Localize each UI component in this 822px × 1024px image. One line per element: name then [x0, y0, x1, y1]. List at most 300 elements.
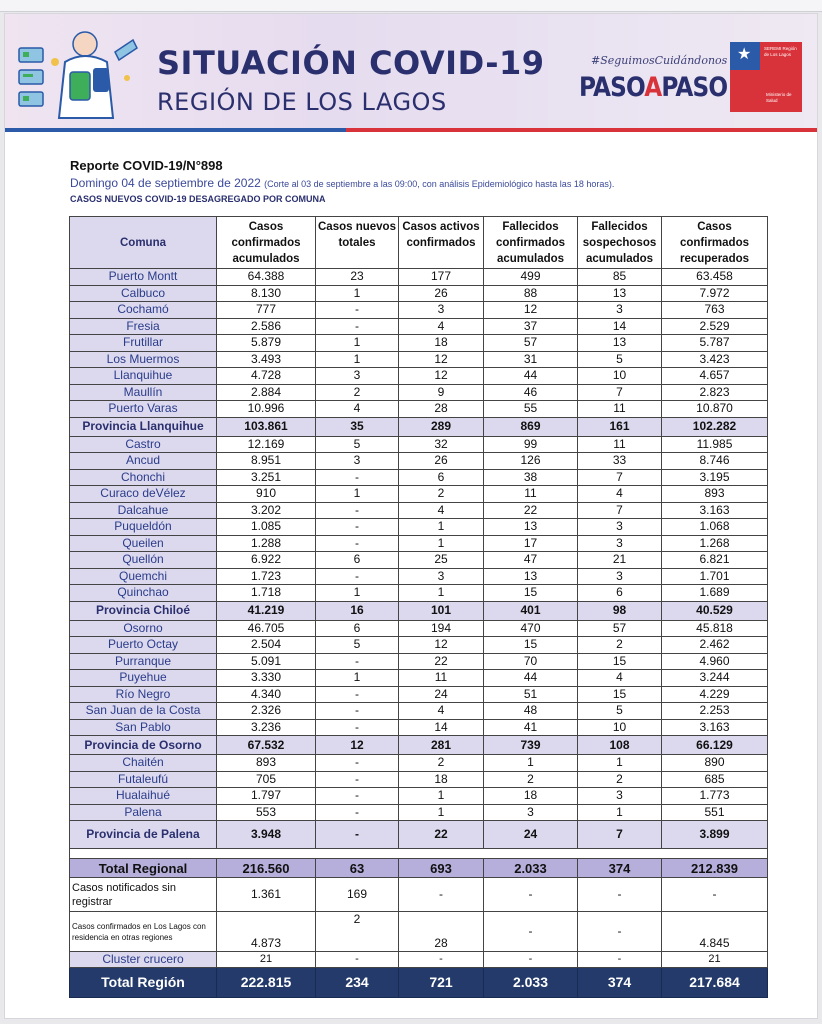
- table-cell: 70: [484, 653, 578, 670]
- table-cell: 7: [578, 384, 662, 401]
- table-cell: 374: [578, 859, 662, 878]
- table-cell: 5.091: [217, 653, 316, 670]
- table-cell: 1.361: [217, 878, 316, 912]
- table-cell: 1: [578, 804, 662, 821]
- table-cell: 51: [484, 686, 578, 703]
- table-cell: 1: [578, 755, 662, 772]
- row-label: Puqueldón: [70, 519, 217, 536]
- column-header: Casos confirmados recuperados: [662, 217, 768, 269]
- table-cell: 4.728: [217, 368, 316, 385]
- table-cell: 18: [484, 788, 578, 805]
- table-cell: -: [578, 878, 662, 912]
- table-cell: 3.423: [662, 351, 768, 368]
- table-cell: 3.195: [662, 469, 768, 486]
- table-cell: 3.236: [217, 719, 316, 736]
- table-cell: 64.388: [217, 269, 316, 286]
- table-row: [70, 351, 768, 368]
- table-cell: 1: [399, 585, 484, 602]
- table-cell: -: [484, 952, 578, 968]
- table-cell: 8.951: [217, 453, 316, 470]
- table-cell: 5.787: [662, 335, 768, 352]
- table-cell: 1.718: [217, 585, 316, 602]
- table-cell: 31: [484, 351, 578, 368]
- row-label: Maullín: [70, 384, 217, 401]
- table-cell: 470: [484, 620, 578, 637]
- table-cell: 6: [316, 620, 399, 637]
- table-cell: 4: [399, 318, 484, 335]
- row-label: Castro: [70, 436, 217, 453]
- table-cell: 37: [484, 318, 578, 335]
- row-label: Frutillar: [70, 335, 217, 352]
- table-cell: 3: [316, 453, 399, 470]
- table-cell: 2.529: [662, 318, 768, 335]
- table-cell: -: [316, 302, 399, 319]
- table-cell: 12: [399, 351, 484, 368]
- table-cell: 1.085: [217, 519, 316, 536]
- table-cell: 869: [484, 417, 578, 436]
- row-label: Provincia Chiloé: [70, 601, 217, 620]
- table-cell: 57: [578, 620, 662, 637]
- row-label: Quemchi: [70, 568, 217, 585]
- row-label: Llanquihue: [70, 368, 217, 385]
- table-cell: -: [578, 952, 662, 968]
- report-cut-note: (Corte al 03 de septiembre a las 09:00, con análisis Epidemiológico hasta las 18 horas).: [264, 179, 615, 189]
- table-cell: -: [662, 878, 768, 912]
- table-row: [70, 401, 768, 418]
- table-cell: 1: [316, 285, 399, 302]
- row-label: Total Región: [70, 968, 217, 998]
- table-cell: 22: [399, 653, 484, 670]
- table-cell: 194: [399, 620, 484, 637]
- table-header-row: [70, 217, 768, 269]
- table-body: [70, 269, 768, 998]
- table-cell: 3: [484, 804, 578, 821]
- table-cell: 4.845: [662, 912, 768, 952]
- table-cell: 103.861: [217, 417, 316, 436]
- table-cell: 4: [399, 703, 484, 720]
- table-cell: 1: [316, 486, 399, 503]
- table-cell: 4.340: [217, 686, 316, 703]
- row-label: Provincia de Palena: [70, 821, 217, 849]
- table-cell: 2.586: [217, 318, 316, 335]
- spacer-row: [70, 849, 768, 859]
- table-cell: 102.282: [662, 417, 768, 436]
- table-cell: 6.922: [217, 552, 316, 569]
- banner-stripe: [5, 128, 817, 132]
- table-cell: 26: [399, 453, 484, 470]
- row-label: Chonchi: [70, 469, 217, 486]
- table-cell: 374: [578, 968, 662, 998]
- table-row: [70, 703, 768, 720]
- table-cell: 13: [484, 568, 578, 585]
- star-icon: ★: [737, 46, 752, 63]
- column-header: Fallecidos confirmados acumulados: [484, 217, 578, 269]
- table-cell: 12: [316, 736, 399, 755]
- table-cell: 47: [484, 552, 578, 569]
- row-label: Dalcahue: [70, 502, 217, 519]
- table-cell: 5.879: [217, 335, 316, 352]
- row-label: Casos confirmados en Los Lagos con residencia en otras regiones: [70, 912, 217, 952]
- table-cell: -: [316, 568, 399, 585]
- table-cell: 2: [399, 486, 484, 503]
- table-cell: 38: [484, 469, 578, 486]
- province-total-row: [70, 736, 768, 755]
- table-cell: 21: [662, 952, 768, 968]
- health-worker-illustration: [15, 22, 145, 122]
- report-page: [4, 13, 818, 1019]
- column-header: Casos confirmados acumulados: [217, 217, 316, 269]
- table-cell: 161: [578, 417, 662, 436]
- table-row: [70, 788, 768, 805]
- row-label: Fresia: [70, 318, 217, 335]
- table-row: [70, 755, 768, 772]
- table-cell: 10: [578, 719, 662, 736]
- table-cell: 685: [662, 771, 768, 788]
- row-label: Provincia Llanquihue: [70, 417, 217, 436]
- table-cell: -: [316, 502, 399, 519]
- column-header: Casos nuevos totales: [316, 217, 399, 269]
- table-cell: 3.202: [217, 502, 316, 519]
- table-cell: 13: [578, 335, 662, 352]
- table-cell: 893: [217, 755, 316, 772]
- table-row: [70, 502, 768, 519]
- table-cell: 85: [578, 269, 662, 286]
- table-cell: -: [316, 804, 399, 821]
- table-row: [70, 670, 768, 687]
- table-row: [70, 637, 768, 654]
- table-cell: 3.899: [662, 821, 768, 849]
- table-cell: 7: [578, 821, 662, 849]
- table-cell: 6: [578, 585, 662, 602]
- table-cell: 1.288: [217, 535, 316, 552]
- column-header: Fallecidos sospechosos acumulados: [578, 217, 662, 269]
- row-label: Ancud: [70, 453, 217, 470]
- table-cell: 8.746: [662, 453, 768, 470]
- table-cell: 18: [399, 335, 484, 352]
- regional-total-row: [70, 859, 768, 878]
- table-cell: 7: [578, 502, 662, 519]
- banner-title: SITUACIÓN COVID-19: [157, 44, 545, 82]
- table-cell: 1.701: [662, 568, 768, 585]
- table-cell: 4.960: [662, 653, 768, 670]
- row-label: Osorno: [70, 620, 217, 637]
- table-row: [70, 653, 768, 670]
- table-cell: 15: [484, 637, 578, 654]
- table-cell: 2.033: [484, 859, 578, 878]
- row-label: Casos notificados sin registrar: [70, 878, 217, 912]
- table-cell: -: [484, 878, 578, 912]
- table-cell: 3: [578, 568, 662, 585]
- table-cell: 2: [578, 771, 662, 788]
- table-cell: 98: [578, 601, 662, 620]
- table-row: [70, 719, 768, 736]
- table-cell: 13: [484, 519, 578, 536]
- table-cell: 910: [217, 486, 316, 503]
- table-cell: 893: [662, 486, 768, 503]
- table-cell: 3: [399, 568, 484, 585]
- table-cell: 48: [484, 703, 578, 720]
- table-row: [70, 552, 768, 569]
- table-cell: 2: [399, 755, 484, 772]
- table-cell: -: [578, 912, 662, 952]
- table-cell: 553: [217, 804, 316, 821]
- table-cell: 41: [484, 719, 578, 736]
- table-row: [70, 384, 768, 401]
- table-cell: 3: [578, 302, 662, 319]
- table-cell: 4.229: [662, 686, 768, 703]
- table-row: [70, 620, 768, 637]
- table-cell: 9: [399, 384, 484, 401]
- table-row: [70, 285, 768, 302]
- table-cell: 4: [316, 401, 399, 418]
- table-cell: 14: [399, 719, 484, 736]
- table-cell: 777: [217, 302, 316, 319]
- table-cell: 1: [399, 519, 484, 536]
- table-cell: 721: [399, 968, 484, 998]
- table-row: [70, 568, 768, 585]
- table-cell: 499: [484, 269, 578, 286]
- table-cell: 5: [578, 351, 662, 368]
- table-cell: 44: [484, 368, 578, 385]
- table-cell: -: [316, 318, 399, 335]
- table-cell: 32: [399, 436, 484, 453]
- table-cell: 7: [578, 469, 662, 486]
- row-label: Provincia de Osorno: [70, 736, 217, 755]
- table-cell: 101: [399, 601, 484, 620]
- row-label: Los Muermos: [70, 351, 217, 368]
- table-cell: 5: [316, 637, 399, 654]
- table-cell: 10.996: [217, 401, 316, 418]
- table-cell: 217.684: [662, 968, 768, 998]
- table-cell: 24: [399, 686, 484, 703]
- table-cell: 3.493: [217, 351, 316, 368]
- table-cell: -: [316, 755, 399, 772]
- table-cell: 41.219: [217, 601, 316, 620]
- table-cell: 551: [662, 804, 768, 821]
- table-cell: 693: [399, 859, 484, 878]
- table-cell: 12: [399, 368, 484, 385]
- table-cell: -: [316, 686, 399, 703]
- table-cell: 2: [316, 384, 399, 401]
- table-cell: 11: [484, 486, 578, 503]
- table-cell: 4: [578, 486, 662, 503]
- table-cell: 126: [484, 453, 578, 470]
- table-row: [70, 771, 768, 788]
- table-cell: 281: [399, 736, 484, 755]
- table-cell: 35: [316, 417, 399, 436]
- column-header: Comuna: [70, 217, 217, 269]
- table-row: [70, 486, 768, 503]
- table-cell: 222.815: [217, 968, 316, 998]
- table-cell: 169: [316, 878, 399, 912]
- grand-total-row: [70, 968, 768, 998]
- table-cell: -: [316, 653, 399, 670]
- table-row: [70, 804, 768, 821]
- table-cell: 1.797: [217, 788, 316, 805]
- table-cell: 1.689: [662, 585, 768, 602]
- table-cell: 2.504: [217, 637, 316, 654]
- table-cell: 12.169: [217, 436, 316, 453]
- table-cell: 3: [399, 302, 484, 319]
- table-cell: 3.163: [662, 719, 768, 736]
- table-cell: 6: [399, 469, 484, 486]
- table-cell: 24: [484, 821, 578, 849]
- table-cell: 763: [662, 302, 768, 319]
- table-row: [70, 535, 768, 552]
- table-cell: 10.870: [662, 401, 768, 418]
- table-cell: 28: [399, 912, 484, 952]
- table-cell: 2: [484, 771, 578, 788]
- other-region-cases-row: [70, 912, 768, 952]
- table-cell: 401: [484, 601, 578, 620]
- header-banner: [5, 14, 817, 132]
- table-cell: 234: [316, 968, 399, 998]
- table-cell: 12: [399, 637, 484, 654]
- table-cell: 3.244: [662, 670, 768, 687]
- table-cell: 3.948: [217, 821, 316, 849]
- row-label: Puyehue: [70, 670, 217, 687]
- table-cell: 2.253: [662, 703, 768, 720]
- table-cell: 1: [484, 755, 578, 772]
- table-cell: 3: [316, 368, 399, 385]
- paso-a-paso-logo: PASOAPASO: [579, 72, 728, 103]
- table-cell: 6: [316, 552, 399, 569]
- table-cell: 22: [484, 502, 578, 519]
- row-label: Cluster crucero: [70, 952, 217, 968]
- province-total-row: [70, 601, 768, 620]
- banner-subtitle: REGIÓN DE LOS LAGOS: [157, 88, 447, 116]
- table-cell: 108: [578, 736, 662, 755]
- table-row: [70, 436, 768, 453]
- row-label: Calbuco: [70, 285, 217, 302]
- row-label: Quellón: [70, 552, 217, 569]
- table-cell: 45.818: [662, 620, 768, 637]
- table-cell: 10: [578, 368, 662, 385]
- table-cell: 2.823: [662, 384, 768, 401]
- table-cell: 14: [578, 318, 662, 335]
- table-cell: 21: [217, 952, 316, 968]
- report-section-title: CASOS NUEVOS COVID-19 DESAGREGADO POR COMUNA: [70, 194, 326, 204]
- table-cell: -: [399, 878, 484, 912]
- table-cell: -: [316, 719, 399, 736]
- table-cell: -: [399, 952, 484, 968]
- province-total-row: [70, 821, 768, 849]
- table-cell: 11: [578, 401, 662, 418]
- table-cell: 25: [399, 552, 484, 569]
- table-row: [70, 335, 768, 352]
- table-cell: 18: [399, 771, 484, 788]
- table-cell: 1.268: [662, 535, 768, 552]
- table-cell: 1: [316, 335, 399, 352]
- cluster-row: [70, 952, 768, 968]
- row-label: Futaleufú: [70, 771, 217, 788]
- table-row: [70, 453, 768, 470]
- table-row: [70, 318, 768, 335]
- table-row: [70, 519, 768, 536]
- table-row: [70, 469, 768, 486]
- browser-top-strip: [0, 0, 822, 12]
- table-cell: 4.657: [662, 368, 768, 385]
- table-cell: 63.458: [662, 269, 768, 286]
- table-cell: 46.705: [217, 620, 316, 637]
- table-cell: -: [316, 952, 399, 968]
- table-cell: 15: [484, 585, 578, 602]
- table-cell: 28: [399, 401, 484, 418]
- table-cell: 2.326: [217, 703, 316, 720]
- row-label: Hualaihué: [70, 788, 217, 805]
- table-cell: 22: [399, 821, 484, 849]
- unregistered-cases-row: [70, 878, 768, 912]
- row-label: Puerto Varas: [70, 401, 217, 418]
- table-cell: 216.560: [217, 859, 316, 878]
- table-cell: 55: [484, 401, 578, 418]
- campaign-hashtag: #SeguimosCuidándonos: [591, 54, 728, 67]
- table-cell: 3: [578, 519, 662, 536]
- row-label: Purranque: [70, 653, 217, 670]
- table-cell: 2: [578, 637, 662, 654]
- table-cell: 7.972: [662, 285, 768, 302]
- table-cell: 4.873: [217, 912, 316, 952]
- table-cell: 3: [578, 788, 662, 805]
- table-cell: 2.884: [217, 384, 316, 401]
- table-cell: 99: [484, 436, 578, 453]
- table-cell: 67.532: [217, 736, 316, 755]
- table-cell: 1.723: [217, 568, 316, 585]
- table-cell: 11.985: [662, 436, 768, 453]
- table-cell: -: [316, 469, 399, 486]
- table-cell: 1: [399, 804, 484, 821]
- report-date: Domingo 04 de septiembre de 2022 (Corte al 03 de septiembre a las 09:00, con análisis Epidemiológico hasta las 18 horas).: [70, 176, 615, 190]
- table-cell: 4: [399, 502, 484, 519]
- column-header: Casos activos confirmados: [399, 217, 484, 269]
- table-cell: 1: [316, 670, 399, 687]
- table-cell: 44: [484, 670, 578, 687]
- table-cell: 17: [484, 535, 578, 552]
- table-cell: 1: [316, 351, 399, 368]
- row-label: San Juan de la Costa: [70, 703, 217, 720]
- table-cell: 3.251: [217, 469, 316, 486]
- table-cell: 1: [399, 535, 484, 552]
- table-cell: 11: [399, 670, 484, 687]
- row-label: Puerto Octay: [70, 637, 217, 654]
- table-row: [70, 585, 768, 602]
- table-cell: 5: [578, 703, 662, 720]
- table-cell: 15: [578, 653, 662, 670]
- table-cell: 705: [217, 771, 316, 788]
- table-cell: 1.068: [662, 519, 768, 536]
- row-label: Curaco deVélez: [70, 486, 217, 503]
- row-label: Palena: [70, 804, 217, 821]
- table-cell: 16: [316, 601, 399, 620]
- table-cell: 2: [316, 912, 399, 952]
- table-cell: 1: [316, 585, 399, 602]
- table-row: [70, 686, 768, 703]
- table-cell: 289: [399, 417, 484, 436]
- row-label: Quinchao: [70, 585, 217, 602]
- table-cell: 212.839: [662, 859, 768, 878]
- table-cell: -: [316, 821, 399, 849]
- table-cell: 8.130: [217, 285, 316, 302]
- table-cell: 26: [399, 285, 484, 302]
- row-label: Queilen: [70, 535, 217, 552]
- table-cell: 46: [484, 384, 578, 401]
- report-title: Reporte COVID-19/N°898: [70, 158, 223, 173]
- table-cell: -: [316, 771, 399, 788]
- table-cell: 66.129: [662, 736, 768, 755]
- table-cell: 890: [662, 755, 768, 772]
- table-cell: 3.163: [662, 502, 768, 519]
- table-cell: 2.033: [484, 968, 578, 998]
